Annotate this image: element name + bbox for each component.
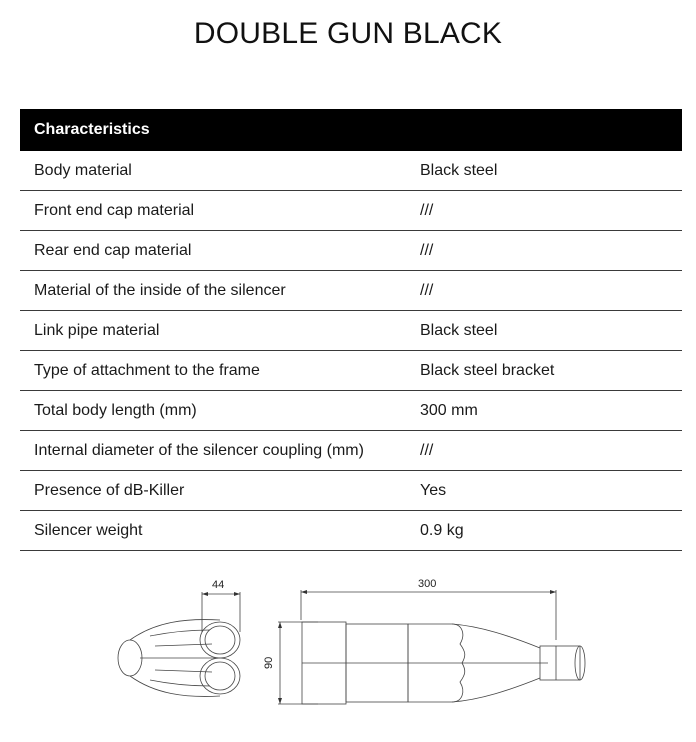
side-view-drawing: [278, 590, 585, 704]
table-row: [20, 311, 682, 351]
row-value: ///: [420, 281, 434, 299]
row-label: Silencer weight: [34, 521, 143, 539]
table-row: [20, 391, 682, 431]
page-title: DOUBLE GUN BLACK: [193, 17, 503, 50]
dim-height-label: 90: [263, 656, 275, 669]
row-value: ///: [420, 201, 434, 219]
row-value: ///: [420, 441, 434, 459]
table-row: [20, 351, 682, 391]
table-row: [20, 271, 682, 311]
table-row: [20, 431, 682, 471]
row-label: Front end cap material: [34, 201, 195, 219]
row-value: Black steel bracket: [420, 361, 555, 379]
row-label: Total body length (mm): [34, 401, 197, 419]
characteristics-table: [20, 109, 682, 551]
table-row: [20, 231, 682, 271]
row-value: 0.9 kg: [420, 521, 464, 539]
table-header: Characteristics: [20, 109, 682, 151]
row-value: Yes: [420, 481, 447, 499]
row-value: Black steel: [420, 321, 498, 339]
dim-outlet-width-label: 44: [212, 579, 225, 591]
dim-length-label: 300: [418, 578, 437, 590]
row-value: Black steel: [420, 161, 498, 179]
row-label: Internal diameter of the silencer coupling (mm): [34, 441, 364, 459]
row-label: Presence of dB-Killer: [34, 481, 185, 499]
table-row: [20, 191, 682, 231]
row-value: ///: [420, 241, 434, 259]
table-row: [20, 511, 682, 551]
row-label: Type of attachment to the frame: [34, 361, 260, 379]
table-row: [20, 471, 682, 511]
row-label: Body material: [34, 161, 132, 179]
end-view-drawing: [118, 592, 240, 696]
row-label: Material of the inside of the silencer: [34, 281, 286, 299]
row-value: 300 mm: [420, 401, 478, 419]
table-row: [20, 151, 682, 191]
silencer-technical-drawing: [100, 570, 600, 735]
row-label: Rear end cap material: [34, 241, 192, 259]
row-label: Link pipe material: [34, 321, 160, 339]
